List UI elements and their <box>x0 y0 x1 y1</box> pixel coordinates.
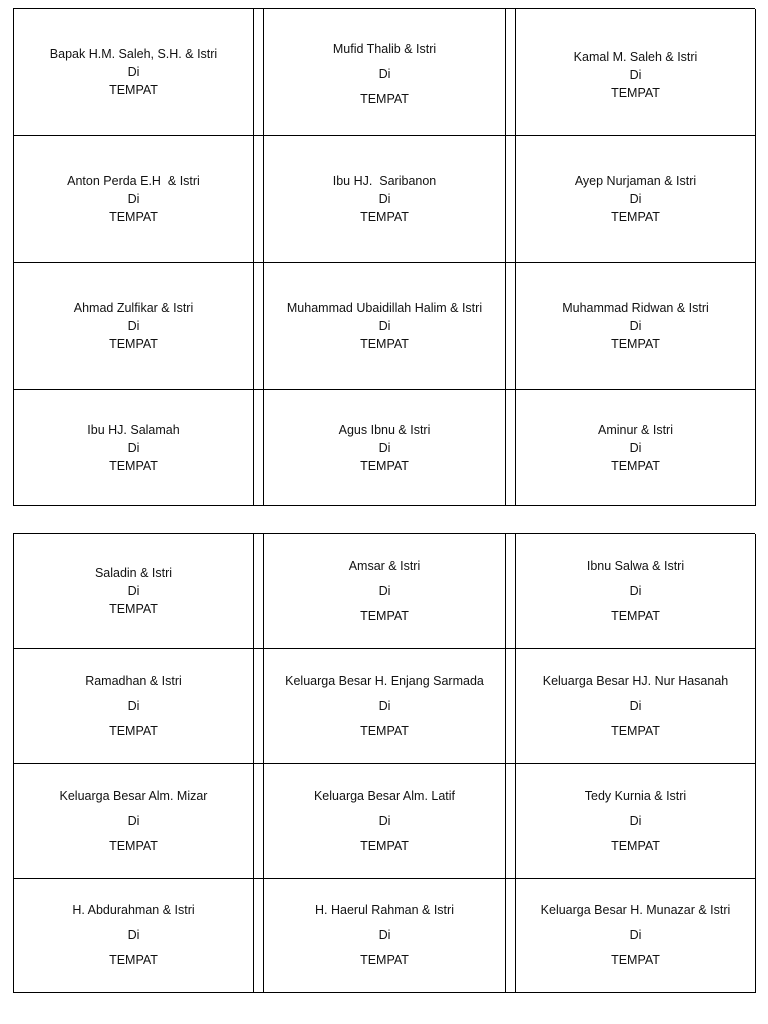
address-label <box>516 136 756 263</box>
recipient-name: Keluarga Besar HJ. Nur Hasanah <box>542 673 729 688</box>
recipient-name: Keluarga Besar Alm. Latif <box>313 788 456 803</box>
recipient-di: Di <box>127 319 140 333</box>
recipient-place: TEMPAT <box>360 210 409 224</box>
recipient-name: Ibu HJ. Saribanon <box>332 174 437 188</box>
label-sheet-1 <box>13 8 755 506</box>
recipient-name: Anton Perda E.H & Istri <box>67 174 200 188</box>
address-label <box>14 136 254 263</box>
recipient-name: Saladin & Istri <box>94 566 173 580</box>
label-gutter <box>254 263 264 390</box>
address-label <box>14 879 254 993</box>
recipient-di: Di <box>378 813 391 828</box>
recipient-name: Ibnu Salwa & Istri <box>586 558 685 573</box>
address-label <box>264 263 506 390</box>
address-label <box>516 649 756 764</box>
recipient-di: Di <box>127 65 140 79</box>
recipient-di: Di <box>629 583 642 598</box>
recipient-name: H. Abdurahman & Istri <box>72 903 195 917</box>
address-label <box>264 9 506 136</box>
recipient-place: TEMPAT <box>109 953 158 967</box>
recipient-di: Di <box>629 319 642 333</box>
address-label <box>264 390 506 506</box>
label-gutter <box>506 649 516 764</box>
recipient-place: TEMPAT <box>109 602 158 616</box>
address-label <box>14 534 254 649</box>
recipient-name: Muhammad Ubaidillah Halim & Istri <box>286 301 483 315</box>
recipient-place: TEMPAT <box>611 458 660 473</box>
label-gutter <box>254 534 264 649</box>
address-label <box>516 534 756 649</box>
recipient-di: Di <box>629 192 642 206</box>
recipient-di: Di <box>378 698 391 713</box>
label-gutter <box>506 534 516 649</box>
label-gutter <box>254 649 264 764</box>
recipient-di: Di <box>378 192 391 206</box>
recipient-di: Di <box>127 813 140 828</box>
recipient-place: TEMPAT <box>109 83 158 97</box>
label-gutter <box>254 764 264 879</box>
recipient-place: TEMPAT <box>611 953 660 967</box>
recipient-place: TEMPAT <box>360 337 409 351</box>
recipient-place: TEMPAT <box>611 838 660 853</box>
address-label <box>264 136 506 263</box>
recipient-di: Di <box>378 67 391 81</box>
recipient-di: Di <box>378 583 391 598</box>
recipient-name: Kamal M. Saleh & Istri <box>573 50 698 64</box>
recipient-di: Di <box>629 813 642 828</box>
recipient-di: Di <box>629 698 642 713</box>
address-label <box>516 879 756 993</box>
recipient-name: Ibu HJ. Salamah <box>87 422 180 437</box>
recipient-place: TEMPAT <box>611 337 660 351</box>
label-gutter <box>254 9 264 136</box>
recipient-name: Ramadhan & Istri <box>85 673 182 688</box>
recipient-name: Amsar & Istri <box>348 558 421 573</box>
recipient-di: Di <box>127 584 140 598</box>
label-gutter <box>506 136 516 263</box>
recipient-di: Di <box>378 319 391 333</box>
address-label <box>14 390 254 506</box>
recipient-place: TEMPAT <box>360 723 409 738</box>
recipient-di: Di <box>127 192 140 206</box>
label-gutter <box>506 390 516 506</box>
recipient-name: Mufid Thalib & Istri <box>332 42 437 56</box>
address-label <box>516 263 756 390</box>
address-label <box>264 764 506 879</box>
recipient-place: TEMPAT <box>360 92 409 106</box>
recipient-place: TEMPAT <box>360 838 409 853</box>
address-label <box>264 649 506 764</box>
address-label <box>14 263 254 390</box>
recipient-name: Bapak H.M. Saleh, S.H. & Istri <box>49 47 218 61</box>
recipient-di: Di <box>378 440 391 455</box>
label-gutter <box>254 879 264 993</box>
recipient-place: TEMPAT <box>611 210 660 224</box>
recipient-name: Agus Ibnu & Istri <box>338 422 431 437</box>
recipient-place: TEMPAT <box>611 608 660 623</box>
recipient-place: TEMPAT <box>109 210 158 224</box>
recipient-place: TEMPAT <box>109 458 158 473</box>
address-label <box>516 390 756 506</box>
address-label <box>14 649 254 764</box>
recipient-di: Di <box>127 440 140 455</box>
recipient-name: Aminur & Istri <box>597 422 673 437</box>
label-gutter <box>506 764 516 879</box>
address-label <box>516 764 756 879</box>
recipient-name: Keluarga Besar Alm. Mizar <box>59 788 208 803</box>
label-gutter <box>254 390 264 506</box>
recipient-place: TEMPAT <box>360 608 409 623</box>
recipient-place: TEMPAT <box>611 723 660 738</box>
address-label <box>264 879 506 993</box>
label-sheet-2 <box>13 533 755 993</box>
recipient-place: TEMPAT <box>109 337 158 351</box>
recipient-di: Di <box>127 698 140 713</box>
recipient-name: Muhammad Ridwan & Istri <box>562 301 709 315</box>
recipient-di: Di <box>629 928 642 942</box>
recipient-place: TEMPAT <box>360 458 409 473</box>
label-gutter <box>506 879 516 993</box>
recipient-di: Di <box>629 440 642 455</box>
address-label <box>516 9 756 136</box>
recipient-place: TEMPAT <box>360 953 409 967</box>
recipient-name: Keluarga Besar H. Munazar & Istri <box>540 903 731 917</box>
address-label <box>14 9 254 136</box>
label-gutter <box>254 136 264 263</box>
recipient-name: H. Haerul Rahman & Istri <box>315 903 454 917</box>
recipient-name: Keluarga Besar H. Enjang Sarmada <box>285 673 484 688</box>
recipient-di: Di <box>629 68 642 82</box>
recipient-place: TEMPAT <box>109 723 158 738</box>
label-gutter <box>506 9 516 136</box>
recipient-name: Tedy Kurnia & Istri <box>584 788 687 803</box>
recipient-name: Ayep Nurjaman & Istri <box>574 174 697 188</box>
recipient-place: TEMPAT <box>109 838 158 853</box>
recipient-place: TEMPAT <box>611 86 660 100</box>
address-label <box>264 534 506 649</box>
label-gutter <box>506 263 516 390</box>
address-label <box>14 764 254 879</box>
recipient-name: Ahmad Zulfikar & Istri <box>73 301 194 315</box>
recipient-di: Di <box>127 928 140 942</box>
recipient-di: Di <box>378 928 391 942</box>
